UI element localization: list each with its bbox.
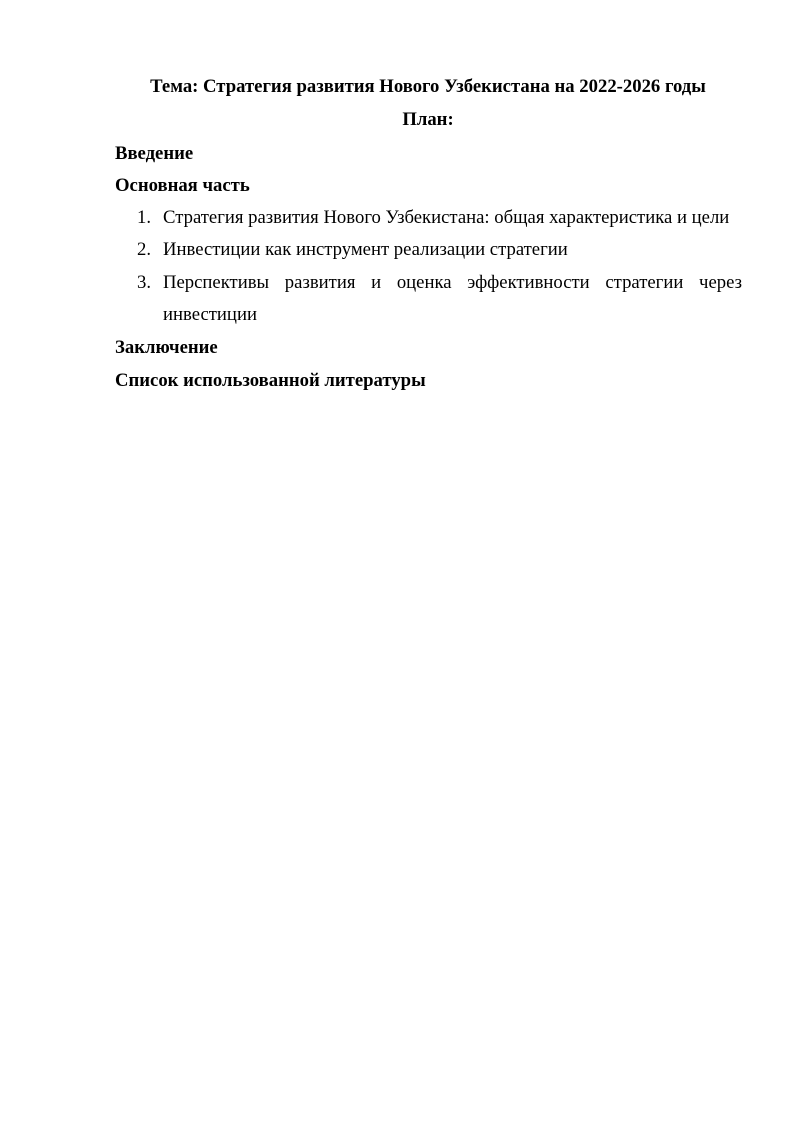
list-item-text: Стратегия развития Нового Узбекистана: общая характеристика и цели xyxy=(163,207,730,228)
list-item-number: 1. xyxy=(137,207,152,228)
document-title: Тема: Стратегия развития Нового Узбекистана на 2022-2026 годы xyxy=(150,76,706,97)
section-references: Список использованной литературы xyxy=(115,370,426,391)
section-intro: Введение xyxy=(115,143,194,164)
list-item-text: Инвестиции как инструмент реализации стратегии xyxy=(163,239,568,260)
list-item-number: 2. xyxy=(137,239,152,260)
plan-heading: План: xyxy=(402,109,454,130)
section-conclusion: Заключение xyxy=(115,337,218,358)
list-item-text-continuation: инвестиции xyxy=(163,304,257,325)
list-item-text: Перспективы развития и оценка эффективности стратегии через xyxy=(163,272,742,293)
list-item-number: 3. xyxy=(137,272,152,293)
section-main-part: Основная часть xyxy=(115,175,250,196)
